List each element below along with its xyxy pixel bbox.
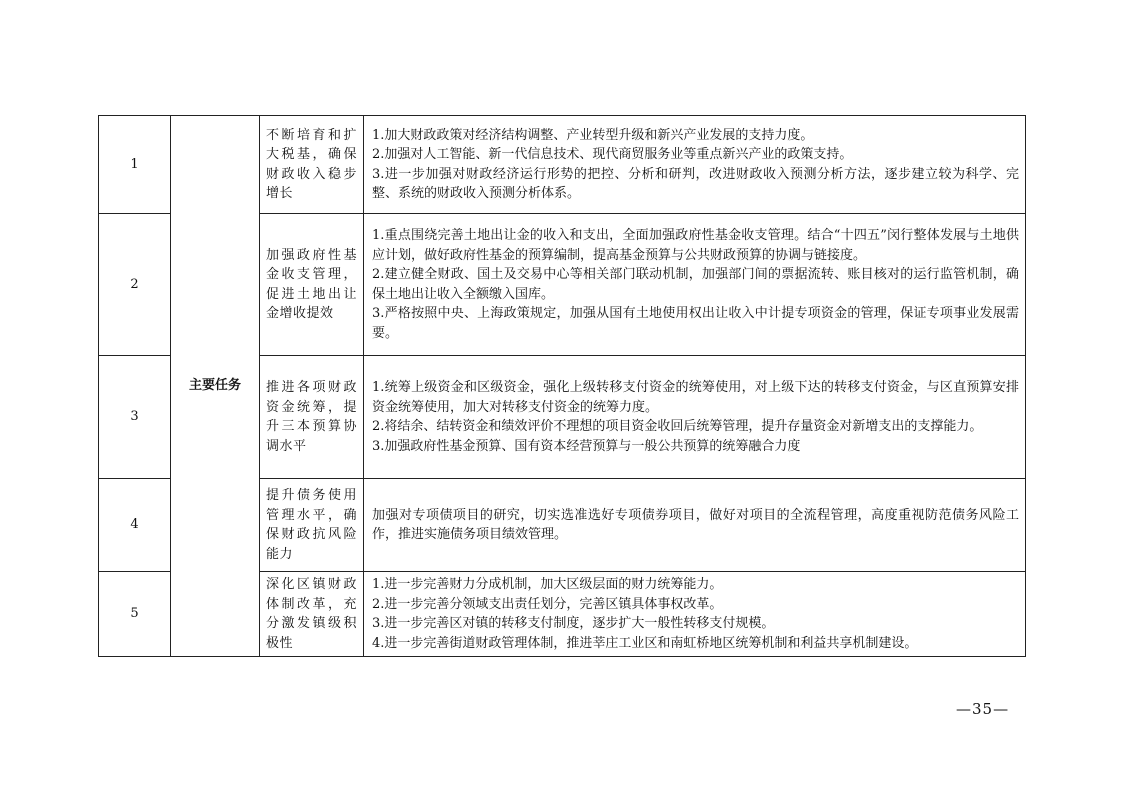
detail-item: 加强对专项债项目的研究，切实选准选好专项债券项目，做好对项目的全流程管理，高度重视防范债务风险工作，推进实施债务项目绩效管理。 (372, 507, 1019, 542)
task-table (98, 115, 1026, 657)
task-title: 不断培育和扩大税基，确保财政收入稳步增长 (260, 116, 364, 214)
task-title: 深化区镇财政体制改革，充分激发镇级积极性 (260, 572, 364, 657)
category-cell: 主要任务 (171, 116, 260, 657)
task-detail (364, 214, 1026, 356)
table-row (99, 116, 1026, 214)
detail-item: 2.进一步完善分领域支出责任划分，完善区镇具体事权改革。 (372, 596, 723, 612)
row-number: 1 (99, 116, 171, 214)
detail-item: 1.进一步完善财力分成机制，加大区级层面的财力统筹能力。 (372, 577, 723, 592)
detail-item: 2.建立健全财政、国土及交易中心等相关部门联动机制，加强部门间的票据流转、账目核对的运行监管机制，确保土地出让收入全额缴入国库。 (372, 267, 1019, 302)
task-title: 加强政府性基金收支管理，促进土地出让金增收提效 (260, 214, 364, 356)
detail-item: 1.加大财政政策对经济结构调整、产业转型升级和新兴产业发展的支持力度。 (372, 127, 814, 143)
task-title: 提升债务使用管理水平，确保财政抗风险能力 (260, 479, 364, 572)
task-title: 推进各项财政资金统筹，提升三本预算协调水平 (260, 356, 364, 479)
row-number: 5 (99, 572, 171, 657)
row-number: 4 (99, 479, 171, 572)
task-detail (364, 116, 1026, 214)
task-detail (364, 356, 1026, 479)
detail-item: 3.严格按照中央、上海政策规定，加强从国有土地使用权出让收入中计提专项资金的管理，保证专项事业发展需要。 (372, 306, 1019, 341)
detail-item: 1.统筹上级资金和区级资金，强化上级转移支付资金的统筹使用，对上级下达的转移支付资金，与区直预算安排资金统筹使用，加大对转移支付资金的统筹力度。 (372, 380, 1019, 415)
detail-item: 2.加强对人工智能、新一代信息技术、现代商贸服务业等重点新兴产业的政策支持。 (372, 147, 853, 162)
row-number: 3 (99, 356, 171, 479)
detail-item: 4.进一步完善街道财政管理体制，推进莘庄工业区和南虹桥地区统筹机制和利益共享机制建设。 (372, 635, 918, 651)
detail-item: 3.进一步加强对财政经济运行形势的把控、分析和研判，改进财政收入预测分析方法，逐步建立较为科学、完整、系统的财政收入预测分析体系。 (372, 166, 1019, 201)
detail-item: 2.将结余、结转资金和绩效评价不理想的项目资金收回后统筹管理，提升存量资金对新增支出的支撑能力。 (372, 419, 983, 434)
page-number: —35— (956, 700, 1010, 718)
detail-item: 3.进一步完善区对镇的转移支付制度，逐步扩大一般性转移支付规模。 (372, 616, 775, 631)
detail-item: 1.重点围绕完善土地出让金的收入和支出，全面加强政府性基金收支管理。结合“十四五”闵行整体发展与土地供应计划，做好政府性基金的预算编制，提高基金预算与公共财政预算的协调与链接度。 (372, 228, 1019, 263)
task-detail (364, 479, 1026, 572)
task-detail (364, 572, 1026, 657)
detail-item: 3.加强政府性基金预算、国有资本经营预算与一般公共预算的统筹融合力度 (372, 438, 801, 454)
row-number: 2 (99, 214, 171, 356)
